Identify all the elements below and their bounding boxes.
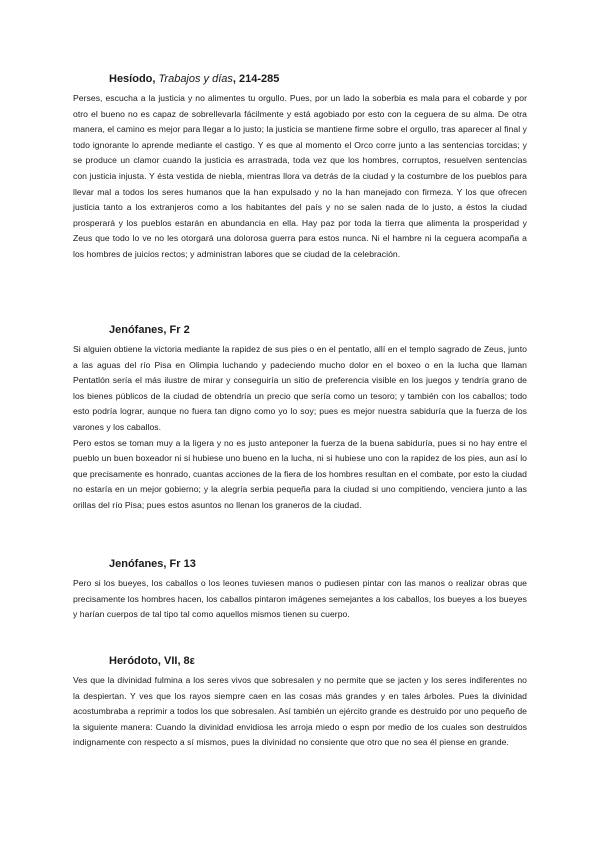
section-jenofanes-fr2: [73, 323, 527, 514]
paragraph: Si alguien obtiene la victoria mediante la rapidez de sus pies o en el pentatlo, allí en el templo sagrado de Zeus, junto a las aguas del río Pisa en Olimpia luchando y padeciendo mucho dolor en el boxeo o en la lucha que llaman Pentatlón sería el más ilustre de mirar y conseguiría un sitio de preferencia visible en los juegos y tendría grano de los bienes públicos de la ciudad de obtendría un precio que sería como un tesoro; y también con los caballos; todo esto podría lograr, aunque no fuera tan digno como yo lo soy; pues es mejor nuestra sabiduría que la fuerza de los varones y los caballos.: [73, 344, 527, 432]
section-heading: [109, 72, 527, 86]
paragraph: Pero si los bueyes, los caballos o los leones tuviesen manos o pudiesen pintar con las manos o realizar obras que precisamente los hombres hacen, los caballos pintaron imágenes semejantes a los caballos, los bueyes a los bueyes y harían cuerpos de tal tipo tal como aquellos mismos tienen su cuerpo.: [73, 578, 527, 620]
paragraph: Ves que la divinidad fulmina a los seres vivos que sobresalen y no permite que se jacten y los seres indiferentes no la despiertan. Y ves que los rayos siempre caen en las cosas más grandes y en tales árboles. Pues la divinidad acostumbraba a reprimir a todos los que sobresalen. Así también un ejército grande es destruido por uno pequeño de la siguiente manera: Cuando la divinidad envidiosa les arroja miedo o espn por medio de los cuales son destruidos indignamente con respecto a sí mismos, pues la divinidad no consiente que otro que no sea él piense en grande.: [73, 675, 527, 748]
heading-author: Jenófanes, Fr 2: [109, 324, 190, 336]
section-heading: [109, 557, 527, 571]
section-jenofanes-fr13: [73, 557, 527, 623]
section-heading: [109, 323, 527, 337]
heading-reference: , 214-285: [232, 73, 280, 85]
section-heading: [109, 654, 527, 668]
heading-author: Heródoto, VII, 8ε: [109, 655, 195, 667]
heading-work-title: Trabajos y días: [158, 73, 233, 85]
paragraph: Perses, escucha a la justicia y no alimentes tu orgullo. Pues, por un lado la soberbia es mala para el cobarde y por otro el bueno no es capaz de sobrellevarla fácilmente y está agobiado por esto con la ceguera de su alma. De otra manera, el camino es mejor para llegar a lo justo; la justicia se mantiene firme sobre el orgullo, tras aparecer al final y todo ignorante lo aprende mediante el castigo. Y es que al momento el Orco corre junto a las sentencias torcidas; y se produce un clamor cuando la justicia es arrastrada, toda vez que los hombres, corruptos, resuelven sentencias con justicia injusta. Y ésta vestida de niebla, mientras llora va detrás de la ciudad y la costumbre de los pueblos para llevar mal a todos los seres humanos que la han expulsado y no la han manejado con firmeza. Y los que ofrecen justicia tanto a los extranjeros como a los habitantes del país y no se salen nada de lo justo, a éstos la ciudad prosperará y los pueblos estarán en abundancia en ella. Hay paz por toda la tierra que alimenta la prosperidad y Zeus que todo lo ve no les otorgará una dolorosa guerra para estos nunca. Ni el hambre ni la ceguera acompaña a los hombres de juicios rectos; y administran labores que se ciudad de la celebración.: [73, 93, 527, 259]
heading-author: Hesíodo,: [109, 73, 159, 85]
heading-author: Jenófanes, Fr 13: [109, 558, 196, 570]
section-hesiodo: [73, 72, 527, 263]
section-herodoto: [73, 654, 527, 751]
paragraph: Pero estos se toman muy a la ligera y no es justo anteponer la fuerza de la buena sabiduría, pues si no hay entre el pueblo un buen boxeador ni si hubiese uno bueno en la lucha, ni si hubiese uno con la rapidez de los pies, aun así lo que precisamente es honrado, cuantas acciones de la fiera de los hombres resultan en el combate, por esto la ciudad no estaría en un mejor gobierno; y la alegría serbia pequeña para la ciudad si uno compitiendo, venciera junto a las orillas del río Pisa; pues estos asuntos no llenan los graneros de la ciudad.: [73, 437, 527, 510]
